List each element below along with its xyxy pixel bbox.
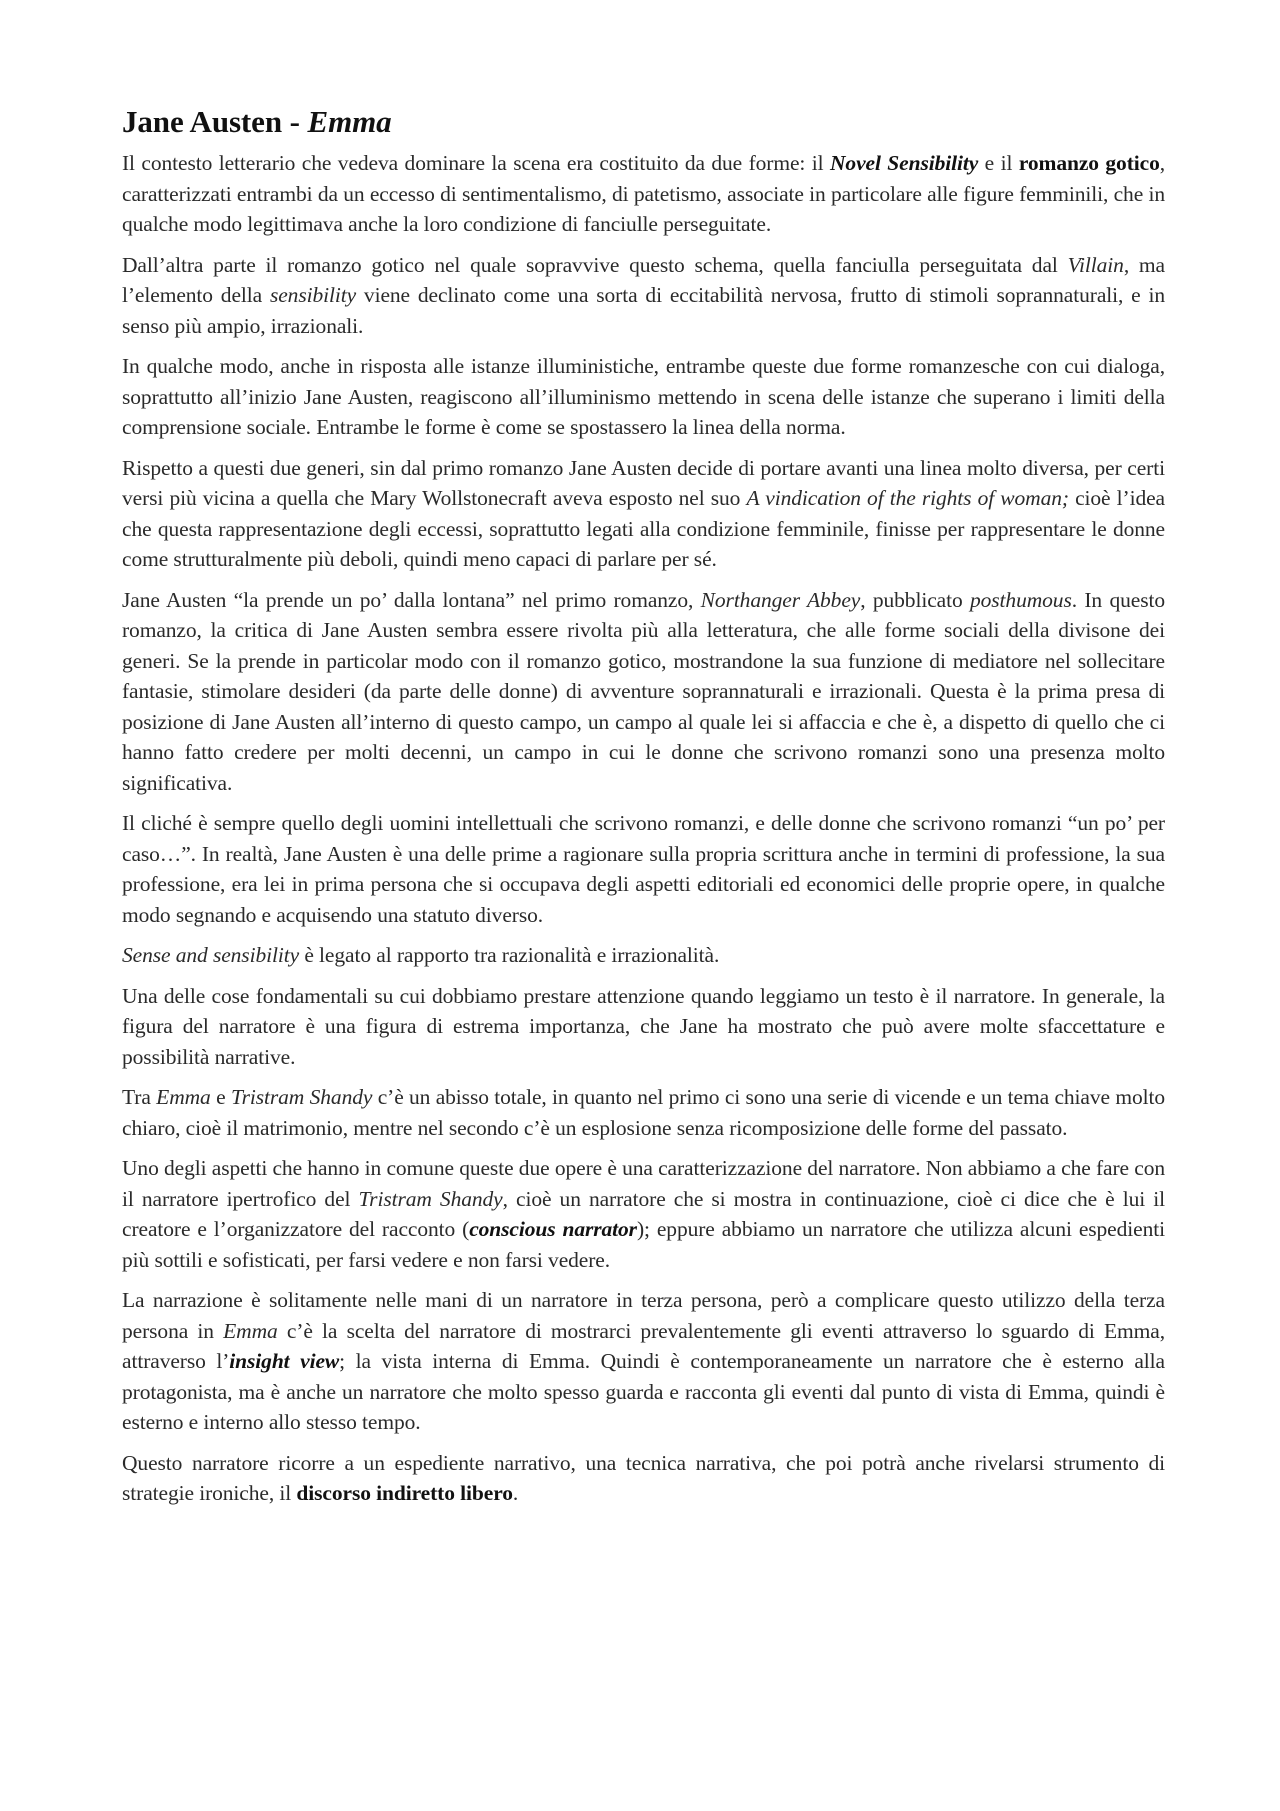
paragraph [122, 453, 1165, 575]
text-run: conscious narrator [469, 1217, 637, 1241]
paragraph [122, 1082, 1165, 1143]
title-separator: - [281, 104, 308, 139]
text-run: Novel Sensibility [830, 151, 979, 175]
text-run: Tra [122, 1085, 157, 1109]
paragraph [122, 940, 1165, 971]
text-run: insight view [229, 1349, 340, 1373]
text-run: sensibility [269, 283, 357, 307]
text-run: A vindication of the rights of woman; [746, 486, 1069, 510]
text-run: posthumous [969, 587, 1072, 612]
paragraph [122, 585, 1165, 799]
text-run: e [210, 1085, 231, 1109]
text-run: Questo narratore ricorre a un espediente narrativo, una tecnica narrativa, che poi potrà anche rivelarsi strumento di strategie ironiche, il [122, 1450, 1165, 1505]
text-run: romanzo gotico [1018, 151, 1160, 175]
paragraph [122, 351, 1165, 443]
text-run: Sense and sensibility [122, 943, 300, 967]
text-run: e il [978, 151, 1019, 175]
page-title [122, 102, 1165, 142]
body-text [122, 148, 1165, 1509]
text-run: In qualche modo, anche in risposta alle istanze illuministiche, entrambe queste due forme romanzesche con cui dialoga, soprattutto all’inizio Jane Austen, reagiscono all’illuminismo mettendo in scena delle istanze che superano i limiti della comprensione sociale. Entrambe le forme è come se spostassero la linea della norma. [122, 354, 1165, 439]
text-run: Tristram Shandy [358, 1186, 503, 1211]
paragraph [122, 148, 1165, 240]
paragraph [122, 981, 1165, 1073]
text-run: Una delle cose fondamentali su cui dobbiamo prestare attenzione quando leggiamo un testo è il narratore. In generale, la figura del narratore è una figura di estrema importanza, che Jane ha mostrato che può avere molte sfaccettature e possibilità narrative. [122, 983, 1165, 1069]
text-run: Il contesto letterario che vedeva dominare la scena era costituito da due forme: il [122, 151, 830, 175]
text-run: Emma [156, 1085, 211, 1109]
paragraph [122, 1153, 1165, 1275]
title-author: Jane Austen [122, 104, 282, 139]
text-run: è legato al rapporto tra razionalità e irrazionalità. [299, 943, 720, 967]
text-run: . [512, 1481, 519, 1505]
text-run: La narrazione è solitamente nelle mani di un narratore in terza persona, però a complicare questo utilizzo della terza persona in [122, 1288, 1165, 1343]
text-run: Il cliché è sempre quello degli uomini intellettuali che scrivono romanzi, e delle donne che scrivono romanzi “un po’ per caso…”. In realtà, Jane Austen è una delle prime a ragionare sulla propria scrittura anche in termini di professione, la sua professione, era lei in prima persona che si occupava degli aspetti editoriali ed economici delle proprie opere, in qualche modo segnando e acquisendo una statuto diverso. [122, 811, 1165, 927]
text-run: viene declinato come una sorta di eccitabilità nervosa, frutto di stimoli soprannaturali, e in senso più ampio, irrazionali. [122, 283, 1166, 338]
text-run: Villain [1067, 252, 1124, 277]
text-run: Jane Austen “la prende un po’ dalla lontana” nel primo romanzo, [122, 587, 701, 612]
text-run: Emma [223, 1318, 278, 1343]
text-run: ; la vista interna di Emma. Quindi è contemporaneamente un narratore che è esterno alla protagonista, ma è anche un narratore che molto spesso guarda e racconta gli eventi dal punto di vista di Emma, quindi è esterno e interno allo stesso tempo. [122, 1349, 1165, 1434]
text-run: c’è la scelta del narratore di mostrarci prevalentemente gli eventi attraverso lo sguardo di Emma, attraverso l’ [122, 1318, 1165, 1373]
paragraph [122, 1285, 1165, 1438]
text-run: cioè l’idea che questa rappresentazione degli eccessi, soprattutto legati alla condizione femminile, finisse per rappresentare le donne come strutturalmente più deboli, quindi meno capaci di parlare per sé. [122, 486, 1165, 571]
text-run: discorso indiretto libero [296, 1481, 513, 1505]
text-run: ); eppure abbiamo un narratore che utilizza alcuni espedienti più sottili e sofisticati, per farsi vedere e non farsi vedere. [122, 1217, 1165, 1272]
text-run: Rispetto a questi due generi, sin dal primo romanzo Jane Austen decide di portare avanti una linea molto diversa, per certi versi più vicina a quella che Mary Wollstonecraft aveva esposto nel suo [122, 455, 1165, 510]
text-run: . In questo romanzo, la critica di Jane Austen sembra essere rivolta più alla letteratura, che alle forme sociali della divisone dei generi. Se la prende in particolar modo con il romanzo gotico, mostrandone la sua funzione di mediatore nel sollecitare fantasie, stimolare desideri (da parte delle donne) di avventure soprannaturali e irrazionali. Questa è la prima presa di posizione di Jane Austen all’interno di questo campo, un campo al quale lei si affaccia e che è, a dispetto di quello che ci hanno fatto credere per molti decenni, un campo in cui le donne che scrivono romanzi sono una presenza molto significativa. [122, 587, 1165, 795]
text-run: Dall’altra parte il romanzo gotico nel quale sopravvive questo schema, quella fanciulla perseguitata dal [122, 252, 1068, 277]
text-run: , ma l’elemento della [122, 252, 1165, 307]
text-run: , caratterizzati entrambi da un eccesso di sentimentalismo, di patetismo, associate in particolare alle figure femminili, che in qualche modo legittimava anche la loro condizione di fanciulle perseguitate. [122, 151, 1166, 236]
paragraph [122, 250, 1165, 342]
text-run: Tristram Shandy [230, 1085, 373, 1109]
text-run: c’è un abisso totale, in quanto nel primo ci sono una serie di vicende e un tema chiave molto chiaro, cioè il matrimonio, mentre nel secondo c’è un esplosione senza ricomposizione delle forme del passato. [122, 1085, 1165, 1140]
paragraph [122, 1448, 1165, 1509]
document-page [122, 102, 1165, 1519]
text-run: Uno degli aspetti che hanno in comune queste due opere è una caratterizzazione del narratore. Non abbiamo a che fare con il narratore ipertrofico del [122, 1156, 1165, 1211]
paragraph [122, 808, 1165, 930]
text-run: , pubblicato [860, 587, 970, 612]
text-run: , cioè un narratore che si mostra in continuazione, cioè ci dice che è lui il creatore e l’organizzatore del racconto ( [122, 1186, 1165, 1241]
text-run: Northanger Abbey [700, 587, 861, 612]
title-work: Emma [307, 104, 392, 139]
